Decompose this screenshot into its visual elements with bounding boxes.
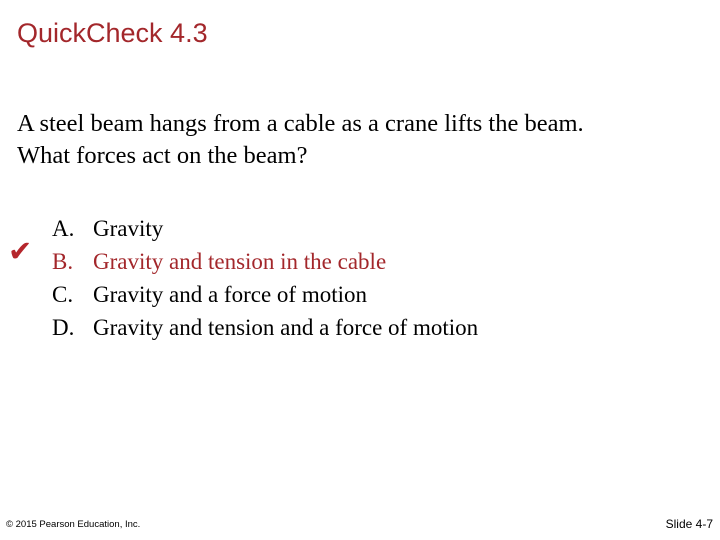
choice-text: Gravity [93,216,164,241]
choice-text: Gravity and tension and a force of motion [93,315,479,340]
choice-letter: D. [52,315,75,340]
choice-a [52,212,478,245]
question-line-1: A steel beam hangs from a cable as a crane lifts the beam. [17,110,584,137]
question-line-2: What forces act on the beam? [17,142,308,169]
choice-d [52,311,478,344]
choice-c [52,278,478,311]
choice-text: Gravity and a force of motion [93,282,367,307]
answer-choices [52,212,478,344]
slide-number: Slide 4-7 [665,517,713,531]
checkmark-icon: ✔ [8,234,33,268]
page-title: QuickCheck 4.3 [17,18,208,48]
question-text [17,108,697,172]
choice-letter: A. [52,216,75,241]
choice-b-correct [52,245,478,278]
choice-letter: C. [52,282,74,307]
choice-text: Gravity and tension in the cable [93,249,387,274]
choice-letter: B. [52,249,74,274]
copyright-notice: © 2015 Pearson Education, Inc. [6,519,141,530]
